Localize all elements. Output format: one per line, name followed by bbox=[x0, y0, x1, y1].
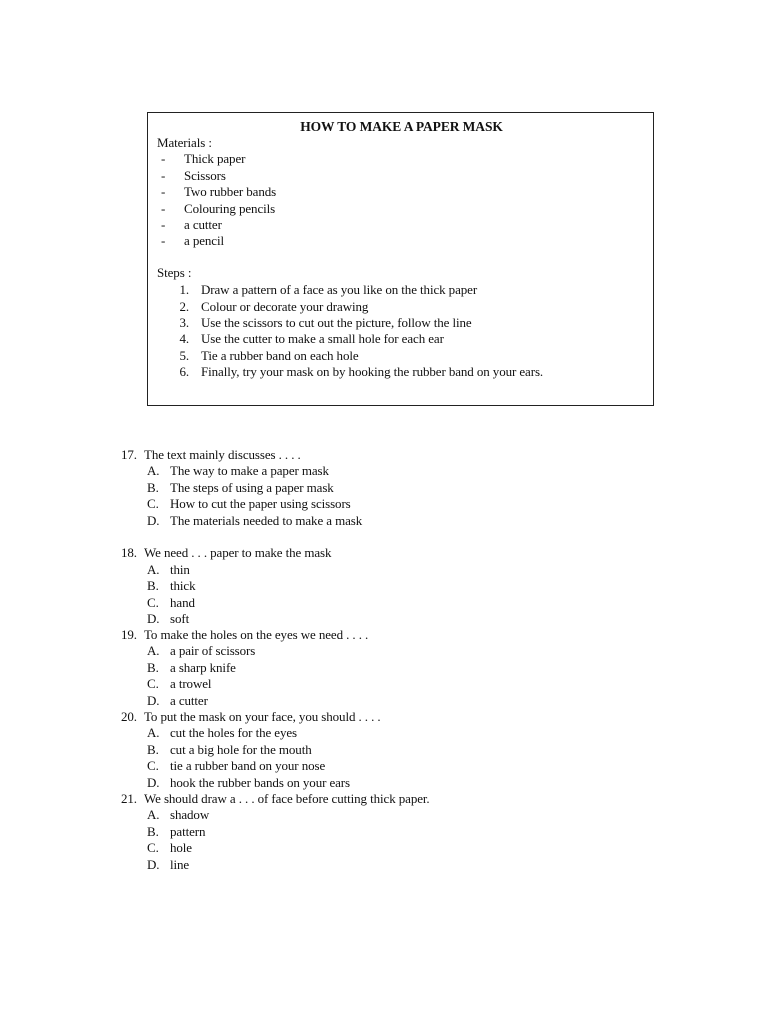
option-letter: A. bbox=[147, 643, 160, 658]
option-letter: C. bbox=[147, 496, 159, 511]
option-text: hand bbox=[170, 595, 195, 610]
step-text: Finally, try your mask on by hooking the rubber band on your ears. bbox=[201, 364, 544, 379]
option-letter: D. bbox=[147, 611, 160, 626]
option-text: The materials needed to make a mask bbox=[170, 513, 363, 528]
list-dash: - bbox=[161, 217, 166, 232]
option-letter: B. bbox=[147, 742, 159, 757]
step-text: Use the scissors to cut out the picture, follow the line bbox=[201, 315, 472, 330]
instructions-box bbox=[147, 112, 654, 406]
list-dash: - bbox=[161, 168, 166, 183]
option-text: shadow bbox=[170, 807, 210, 822]
question-number: 20. bbox=[121, 709, 137, 724]
option-text: thick bbox=[170, 578, 196, 593]
option-text: pattern bbox=[170, 824, 206, 839]
option-text: thin bbox=[170, 562, 190, 577]
question-text: The text mainly discusses . . . . bbox=[144, 447, 301, 462]
question-number: 17. bbox=[121, 447, 137, 462]
list-dash: - bbox=[161, 184, 166, 199]
step-number: 5. bbox=[179, 348, 189, 363]
option-letter: D. bbox=[147, 513, 160, 528]
list-dash: - bbox=[161, 201, 166, 216]
option-text: hole bbox=[170, 840, 192, 855]
list-dash: - bbox=[161, 151, 166, 166]
option-text: soft bbox=[170, 611, 190, 626]
box-title: HOW TO MAKE A PAPER MASK bbox=[300, 119, 503, 134]
question-text: To put the mask on your face, you should . . . . bbox=[144, 709, 381, 724]
option-text: The steps of using a paper mask bbox=[170, 480, 334, 495]
option-text: a trowel bbox=[170, 676, 212, 691]
question-number: 21. bbox=[121, 791, 137, 806]
option-letter: A. bbox=[147, 807, 160, 822]
option-text: cut the holes for the eyes bbox=[170, 725, 297, 740]
step-number: 3. bbox=[179, 315, 189, 330]
steps-label: Steps : bbox=[157, 265, 192, 280]
question-text: We need . . . paper to make the mask bbox=[144, 545, 332, 560]
material-item: Scissors bbox=[184, 168, 226, 183]
step-text: Use the cutter to make a small hole for each ear bbox=[201, 331, 444, 346]
step-text: Tie a rubber band on each hole bbox=[201, 348, 359, 363]
option-letter: C. bbox=[147, 840, 159, 855]
step-number: 4. bbox=[179, 331, 189, 346]
question-number: 19. bbox=[121, 627, 137, 642]
material-item: Colouring pencils bbox=[184, 201, 276, 216]
option-text: The way to make a paper mask bbox=[170, 463, 329, 478]
option-letter: C. bbox=[147, 758, 159, 773]
option-letter: B. bbox=[147, 660, 159, 675]
step-number: 6. bbox=[179, 364, 189, 379]
step-number: 2. bbox=[179, 299, 189, 314]
option-letter: B. bbox=[147, 578, 159, 593]
step-number: 1. bbox=[179, 282, 189, 297]
option-text: line bbox=[170, 857, 190, 872]
question-number: 18. bbox=[121, 545, 137, 560]
option-text: hook the rubber bands on your ears bbox=[170, 775, 350, 790]
option-letter: C. bbox=[147, 676, 159, 691]
option-text: How to cut the paper using scissors bbox=[170, 496, 351, 511]
material-item: a pencil bbox=[184, 233, 224, 248]
option-text: a cutter bbox=[170, 693, 208, 708]
option-letter: A. bbox=[147, 725, 160, 740]
option-text: tie a rubber band on your nose bbox=[170, 758, 326, 773]
option-text: cut a big hole for the mouth bbox=[170, 742, 312, 757]
question-text: To make the holes on the eyes we need . . . . bbox=[144, 627, 369, 642]
option-letter: D. bbox=[147, 857, 160, 872]
material-item: a cutter bbox=[184, 217, 222, 232]
step-text: Draw a pattern of a face as you like on the thick paper bbox=[201, 282, 478, 297]
step-text: Colour or decorate your drawing bbox=[201, 299, 369, 314]
option-text: a pair of scissors bbox=[170, 643, 256, 658]
list-dash: - bbox=[161, 233, 166, 248]
option-letter: C. bbox=[147, 595, 159, 610]
option-text: a sharp knife bbox=[170, 660, 236, 675]
material-item: Thick paper bbox=[184, 151, 246, 166]
materials-label: Materials : bbox=[157, 135, 212, 150]
material-item: Two rubber bands bbox=[184, 184, 277, 199]
option-letter: A. bbox=[147, 463, 160, 478]
question-text: We should draw a . . . of face before cutting thick paper. bbox=[144, 791, 430, 806]
option-letter: D. bbox=[147, 775, 160, 790]
option-letter: A. bbox=[147, 562, 160, 577]
option-letter: D. bbox=[147, 693, 160, 708]
option-letter: B. bbox=[147, 824, 159, 839]
option-letter: B. bbox=[147, 480, 159, 495]
